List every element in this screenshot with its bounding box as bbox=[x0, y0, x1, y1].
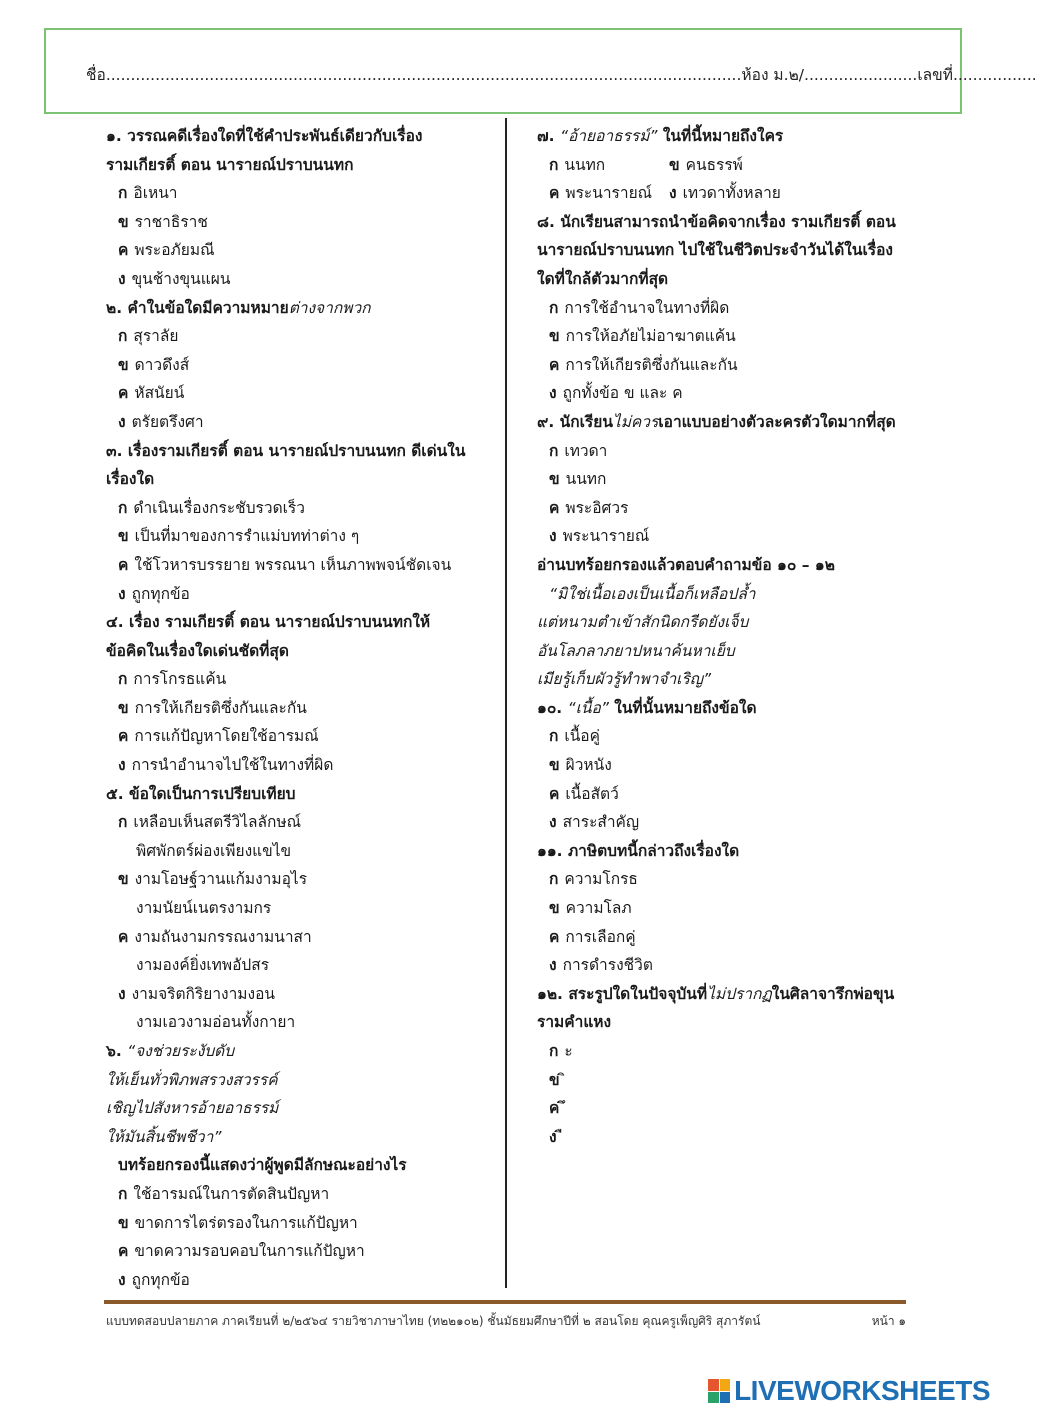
option-text: ความโกรธ bbox=[564, 870, 638, 889]
question-bold: ๒. คำในข้อใดมีความหมาย bbox=[106, 298, 289, 317]
option-text: นนทก bbox=[565, 470, 607, 489]
question-bold: ๑๒. สระรูปใดในปัจจุบันที่ bbox=[537, 984, 708, 1003]
answer-option[interactable] bbox=[106, 179, 496, 208]
answer-option[interactable] bbox=[106, 665, 496, 694]
option-letter: ก bbox=[118, 1184, 128, 1203]
question-text: ข้อคิดในเรื่องใดเด่นชัดที่สุด bbox=[106, 641, 289, 660]
option-letter: ข bbox=[118, 870, 129, 889]
option-letter: ก bbox=[118, 813, 128, 832]
option-letter: ง bbox=[669, 184, 677, 203]
option-text: ใช้โวหารบรรยาย พรรณนา เห็นภาพพจน์ชัดเจน bbox=[134, 555, 452, 574]
answer-option[interactable] bbox=[106, 751, 496, 780]
answer-option[interactable] bbox=[106, 865, 496, 894]
option-text: การโกรธแค้น bbox=[133, 670, 227, 689]
answer-option[interactable] bbox=[106, 580, 496, 609]
option-letter: ก bbox=[549, 870, 559, 889]
poem-line: ให้เย็นทั่วพิภพสรวงสวรรค์ bbox=[106, 1070, 278, 1089]
answer-option[interactable] bbox=[537, 437, 917, 466]
question-bold: ในที่นั้นหมายถึงข้อใด bbox=[608, 698, 757, 717]
option-text: การให้อภัยไม่อาฆาตแค้น bbox=[565, 327, 736, 346]
option-text: สุราลัย bbox=[133, 327, 179, 346]
answer-option[interactable] bbox=[537, 1094, 917, 1123]
question-text: ๑๑. ภาษิตบทนี้กล่าวถึงเรื่องใด bbox=[537, 841, 740, 860]
poem-line: ให้มันสิ้นชีพชีวา” bbox=[106, 1127, 222, 1146]
option-letter: ก bbox=[549, 441, 559, 460]
question-text bbox=[537, 980, 917, 1009]
option-text: พระอิศวร bbox=[565, 498, 629, 517]
answer-option[interactable] bbox=[106, 1237, 496, 1266]
option-letter: ข bbox=[118, 698, 129, 717]
option-text: สาระสำคัญ bbox=[562, 813, 640, 832]
question-text bbox=[106, 294, 496, 323]
option-letter: ค bbox=[118, 727, 129, 746]
question-text: ใดที่ใกล้ตัวมากที่สุด bbox=[537, 269, 669, 288]
answer-option[interactable] bbox=[106, 236, 496, 265]
option-letter: ค bbox=[549, 1099, 560, 1118]
question-bold: ๖. bbox=[106, 1042, 128, 1060]
question-text bbox=[537, 122, 917, 151]
brand-logo-icon bbox=[708, 1379, 730, 1403]
answer-option[interactable] bbox=[537, 465, 917, 494]
poem-line: “มิใช่เนื้อเองเป็นเนื้อก็เหลือปล้ำ bbox=[549, 584, 756, 603]
question-text bbox=[106, 1037, 496, 1066]
option-letter: ค bbox=[549, 355, 560, 374]
option-text: งามจริตกิริยางามงอน bbox=[131, 984, 275, 1003]
option-text: เทวดา bbox=[564, 441, 608, 460]
option-letter: ข bbox=[549, 899, 560, 918]
answer-option[interactable] bbox=[549, 179, 669, 208]
option-text: พระนารายณ์ bbox=[565, 184, 653, 203]
option-letter: ก bbox=[118, 327, 128, 346]
question-italic: ต่างจากพวก bbox=[288, 298, 371, 317]
column-divider bbox=[505, 118, 507, 1288]
option-text: ราชาธิราช bbox=[134, 212, 208, 231]
student-info-line: ชื่อ.................................................................................................................................ห้อง ม.๒/.......................เลขที่................. bbox=[86, 66, 1037, 84]
option-letter: ค bbox=[549, 498, 560, 517]
option-text: ขาดการไตร่ตรองในการแก้ปัญหา bbox=[134, 1213, 358, 1232]
option-letter: ง bbox=[118, 269, 126, 288]
option-text: เนื้อคู่ bbox=[564, 727, 600, 746]
option-text: การให้เกียรติซึ่งกันและกัน bbox=[565, 355, 738, 374]
answer-option[interactable] bbox=[106, 694, 496, 723]
option-text: ขาดความรอบคอบในการแก้ปัญหา bbox=[134, 1242, 365, 1261]
option-letter: ข bbox=[549, 1070, 560, 1089]
question-text: รามคำแหง bbox=[537, 1013, 612, 1032]
answer-option[interactable] bbox=[537, 351, 917, 380]
option-text: ตรัยตรึงศา bbox=[131, 412, 204, 431]
brand-text: LIVEWORKSHEETS bbox=[734, 1375, 990, 1406]
answer-option[interactable] bbox=[106, 808, 496, 837]
option-text: ถูกทุกข้อ bbox=[131, 1270, 190, 1289]
answer-option[interactable] bbox=[106, 1266, 496, 1295]
answer-option[interactable] bbox=[537, 865, 917, 894]
option-letter: ก bbox=[549, 727, 559, 746]
question-bold: ๙. นักเรียน bbox=[537, 412, 613, 431]
option-text: การใช้อำนาจในทางที่ผิด bbox=[564, 298, 730, 317]
option-letter: ค bbox=[549, 927, 560, 946]
question-bold: เอาแบบอย่างตัวละครตัวใดมากที่สุด bbox=[658, 412, 896, 431]
option-letter: ค bbox=[549, 184, 560, 203]
poem-line: แต่หนามตำเข้าสักนิดกรีดยังเจ็บ bbox=[537, 613, 749, 632]
option-letter: ก bbox=[549, 155, 559, 174]
option-letter: ก bbox=[118, 670, 128, 689]
option-continuation: งามเอวงามอ่อนทั้งกายา bbox=[136, 1013, 296, 1032]
answer-option[interactable] bbox=[537, 294, 917, 323]
question-text bbox=[537, 694, 917, 723]
option-text: การให้เกียรติซึ่งกันและกัน bbox=[134, 698, 307, 717]
right-column bbox=[537, 122, 917, 1151]
answer-option[interactable] bbox=[537, 522, 917, 551]
option-letter: ข bbox=[118, 355, 129, 374]
option-letter: ข bbox=[549, 470, 560, 489]
question-text: ๕. ข้อใดเป็นการเปรียบเทียบ bbox=[106, 784, 296, 803]
option-continuation: พิศพักตร์ผ่องเพียงแขไข bbox=[136, 841, 292, 860]
poem-line: เมียรู้เก็บผัวรู้ทำพาจำเริญ” bbox=[537, 670, 712, 689]
option-letter: ข bbox=[549, 756, 560, 775]
footer-caption: แบบทดสอบปลายภาค ภาคเรียนที่ ๒/๒๕๖๔ รายวิชาภาษาไทย (ท๒๒๑๐๒) ชั้นมัธยมศึกษาปีที่ ๒ สอนโดย คุณครูเพ็ญศิริ สุภารัตน์ bbox=[106, 1314, 761, 1328]
option-letter: ค bbox=[118, 384, 129, 403]
answer-option[interactable] bbox=[537, 894, 917, 923]
option-letter: ค bbox=[118, 241, 129, 260]
option-text: เทวดาทั้งหลาย bbox=[682, 184, 781, 203]
option-text: ดำเนินเรื่องกระชับรวดเร็ว bbox=[133, 498, 305, 517]
option-continuation: งามองค์ยิ่งเทพอัปสร bbox=[136, 956, 270, 975]
question-bold: ในศิลาจารึกพ่อขุน bbox=[771, 984, 895, 1003]
footer bbox=[106, 1312, 906, 1331]
question-italic: ไม่ปรากฏ bbox=[707, 984, 772, 1003]
option-text: นนทก bbox=[564, 155, 606, 174]
option-letter: ข bbox=[669, 155, 680, 174]
option-text: ถูกทุกข้อ bbox=[131, 584, 190, 603]
question-text: รามเกียรติ์ ตอน นารายณ์ปราบนนทก bbox=[106, 155, 354, 174]
answer-option[interactable] bbox=[537, 1037, 917, 1066]
option-text: หัสนัยน์ bbox=[134, 384, 185, 403]
option-letter: ก bbox=[549, 1042, 559, 1060]
option-text: งามโอษฐ์วานแก้มงามอุไร bbox=[134, 870, 308, 889]
answer-option[interactable] bbox=[106, 379, 496, 408]
option-letter: ง bbox=[118, 412, 126, 431]
answer-option[interactable] bbox=[537, 379, 917, 408]
option-text: ถูกทั้งข้อ ข และ ค bbox=[562, 384, 683, 403]
option-letter: ก bbox=[118, 498, 128, 517]
option-letter: ง bbox=[549, 527, 557, 546]
left-column bbox=[106, 122, 496, 1294]
question-bold: ๑๐. bbox=[537, 698, 568, 717]
answer-option[interactable] bbox=[537, 722, 917, 751]
answer-option[interactable] bbox=[549, 151, 669, 180]
option-letter: ง bbox=[549, 1127, 557, 1146]
answer-option[interactable] bbox=[537, 1123, 917, 1152]
question-text: ๔. เรื่อง รามเกียรติ์ ตอน นารายณ์ปราบนนทกให้ bbox=[106, 613, 431, 632]
answer-option[interactable] bbox=[537, 780, 917, 809]
question-text: ๘. นักเรียนสามารถนำข้อคิดจากเรื่อง รามเกียรติ์ ตอน bbox=[537, 212, 896, 231]
question-italic: “จงช่วยระงับดับ bbox=[127, 1042, 235, 1060]
option-text: ความโลภ bbox=[565, 899, 632, 918]
option-text: ะ bbox=[564, 1042, 573, 1060]
question-bold: ๗. bbox=[537, 127, 560, 145]
option-letter: ค bbox=[118, 927, 129, 946]
question-text: นารายณ์ปราบนนทก ไปใช้ในชีวิตประจำวันได้ในเรื่อง bbox=[537, 241, 893, 260]
answer-option[interactable] bbox=[106, 322, 496, 351]
option-letter: ง bbox=[118, 984, 126, 1003]
option-letter: ค bbox=[118, 555, 129, 574]
answer-option[interactable] bbox=[537, 751, 917, 780]
answer-option[interactable] bbox=[106, 551, 496, 580]
liveworksheets-logo[interactable] bbox=[708, 1376, 990, 1406]
option-letter: ข bbox=[118, 1213, 129, 1232]
question-text: เรื่องใด bbox=[106, 470, 155, 489]
option-text: พระนารายณ์ bbox=[562, 527, 650, 546]
answer-option[interactable] bbox=[537, 494, 917, 523]
option-letter: ข bbox=[118, 527, 129, 546]
answer-option[interactable] bbox=[106, 923, 496, 952]
page-number: หน้า ๑ bbox=[871, 1314, 906, 1328]
question-text: ๓. เรื่องรามเกียรติ์ ตอน นารายณ์ปราบนนทก ดีเด่นใน bbox=[106, 441, 466, 460]
option-letter: ง bbox=[549, 956, 557, 975]
question-text: บทร้อยกรองนี้แสดงว่าผู้พูดมีลักษณะอย่างไร bbox=[118, 1156, 407, 1175]
option-continuation: งามนัยน์เนตรงามกร bbox=[136, 899, 272, 918]
option-text: เนื้อสัตว์ bbox=[565, 784, 619, 803]
answer-option[interactable] bbox=[106, 980, 496, 1009]
option-letter: ค bbox=[549, 784, 560, 803]
option-text: ใช้อารมณ์ในการตัดสินปัญหา bbox=[133, 1184, 330, 1203]
option-letter: ก bbox=[118, 184, 128, 203]
answer-option[interactable] bbox=[537, 322, 917, 351]
question-text bbox=[537, 408, 917, 437]
option-letter: ค bbox=[118, 1242, 129, 1261]
option-letter: ง bbox=[549, 813, 557, 832]
option-text: พระอภัยมณี bbox=[134, 241, 215, 260]
option-letter: ง bbox=[118, 756, 126, 775]
question-text: ๑. วรรณคดีเรื่องใดที่ใช้คำประพันธ์เดียวกับเรื่อง bbox=[106, 127, 423, 145]
option-text: การแก้ปัญหาโดยใช้อารมณ์ bbox=[134, 727, 319, 746]
option-text: อิเหนา bbox=[133, 184, 178, 203]
option-text: ขุนช้างขุนแผน bbox=[131, 269, 231, 288]
answer-option[interactable] bbox=[106, 1180, 496, 1209]
answer-option[interactable] bbox=[669, 156, 743, 174]
answer-option[interactable] bbox=[669, 184, 781, 202]
question-bold: ในที่นี้หมายถึงใคร bbox=[657, 127, 784, 145]
answer-option-pair bbox=[537, 179, 917, 208]
option-text: เหลือบเห็นสตรีวิไลลักษณ์ bbox=[133, 813, 301, 832]
question-italic: “อ้ายอาธรรม์” bbox=[559, 127, 658, 145]
question-italic: “เนื้อ” bbox=[567, 698, 609, 717]
student-info-box bbox=[44, 28, 1037, 114]
answer-option[interactable] bbox=[106, 265, 496, 294]
option-text: การนำอำนาจไปใช้ในทางที่ผิด bbox=[131, 756, 334, 775]
answer-option[interactable] bbox=[106, 722, 496, 751]
option-text: การเลือกคู่ bbox=[565, 927, 636, 946]
answer-option[interactable] bbox=[106, 408, 496, 437]
option-text: ดาวดึงส์ bbox=[134, 355, 190, 374]
option-letter: ข bbox=[549, 327, 560, 346]
answer-option[interactable] bbox=[106, 208, 496, 237]
option-letter: ง bbox=[118, 1270, 126, 1289]
answer-option[interactable] bbox=[106, 351, 496, 380]
option-text: ผิวหนัง bbox=[565, 756, 612, 775]
option-letter: ข bbox=[118, 212, 129, 231]
answer-option[interactable] bbox=[537, 951, 917, 980]
poem-line: อันโลภลาภยาปหนาค้นหาเย็บ bbox=[537, 641, 735, 660]
answer-option[interactable] bbox=[537, 1066, 917, 1095]
question-italic: ไม่ควร bbox=[612, 412, 659, 431]
answer-option[interactable] bbox=[537, 923, 917, 952]
answer-option-pair bbox=[537, 151, 917, 180]
option-text: การดำรงชีวิต bbox=[562, 956, 653, 975]
answer-option[interactable] bbox=[106, 522, 496, 551]
poem-line: เชิญไปสังหารอ้ายอาธรรม์ bbox=[106, 1099, 279, 1118]
option-text: งามถันงามกรรณงามนาสา bbox=[134, 927, 312, 946]
answer-option[interactable] bbox=[537, 808, 917, 837]
question-text: อ่านบทร้อยกรองแล้วตอบคำถามข้อ ๑๐ – ๑๒ bbox=[537, 555, 835, 574]
option-letter: ง bbox=[549, 384, 557, 403]
option-letter: ง bbox=[118, 584, 126, 603]
answer-option[interactable] bbox=[106, 1209, 496, 1238]
option-text: คนธรรพ์ bbox=[685, 155, 743, 174]
footer-rule bbox=[104, 1300, 906, 1304]
answer-option[interactable] bbox=[106, 494, 496, 523]
option-text: เป็นที่มาของการรำแม่บทท่าต่าง ๆ bbox=[134, 527, 360, 546]
option-letter: ก bbox=[549, 298, 559, 317]
